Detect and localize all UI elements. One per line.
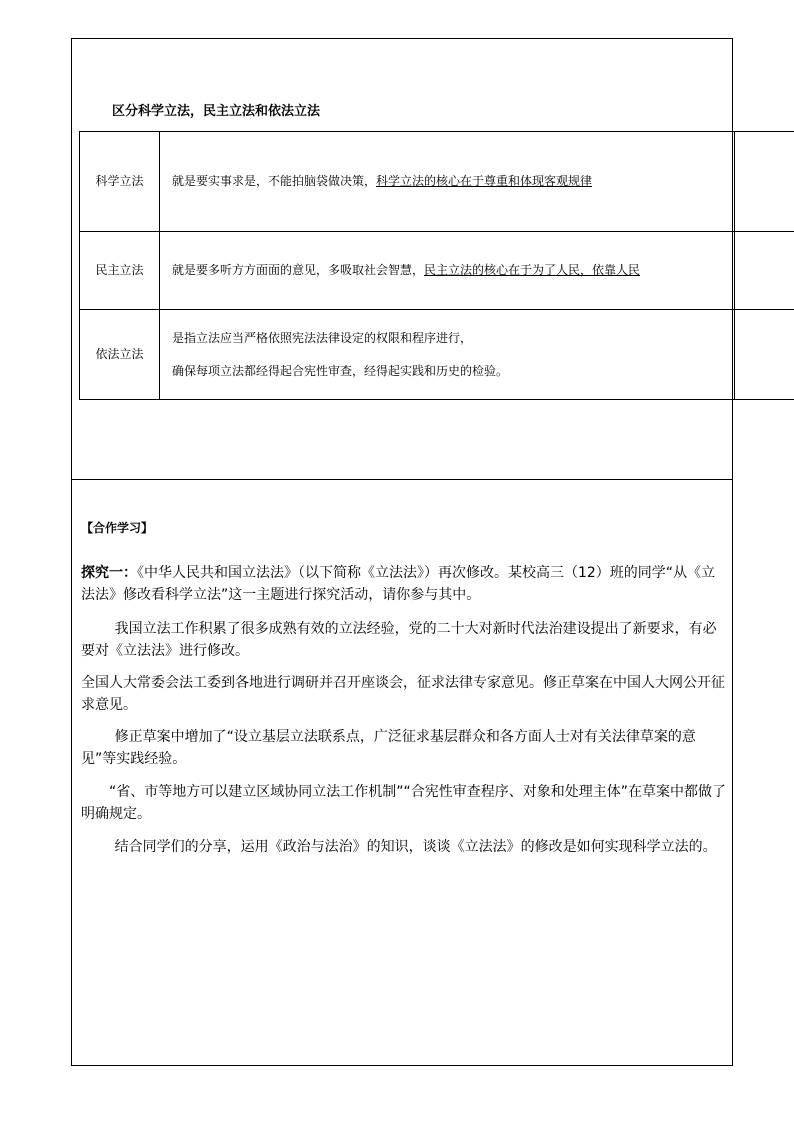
empty-cell	[734, 232, 794, 310]
row-text-line-1: 是指立法应当严格依照宪法法律设定的权限和程序进行，	[171, 330, 472, 345]
row-underlined-text: 民主立法的核心在于为了人民，依靠人民	[423, 263, 640, 277]
table-row	[80, 232, 794, 310]
row-underlined-text: 科学立法的核心在于尊重和体现客观规律	[375, 174, 592, 188]
row-text: 就是要多听方方面面的意见，多吸取社会智慧，	[171, 263, 424, 277]
row-content	[159, 132, 734, 232]
paragraph-4: “省、市等地方可以建立区域协同立法工作机制”“合宪性审查程序、对象和处理主体”在草案中都做了明确规定。	[81, 784, 727, 822]
cooperative-heading: 【合作学习】	[81, 521, 154, 535]
explore-paragraph	[81, 562, 727, 606]
row-label: 依法立法	[80, 310, 160, 400]
table-row	[80, 310, 794, 400]
empty-cell	[734, 310, 794, 400]
section-divider	[71, 479, 733, 480]
row-label: 科学立法	[80, 132, 160, 232]
section-title: 区分科学立法，民主立法和依法立法	[112, 104, 321, 119]
explore-label: 探究一：	[81, 565, 137, 581]
comparison-table	[79, 131, 794, 400]
paragraph-2: 全国人大常委会法工委到各地进行调研并召开座谈会，征求法律专家意见。修正草案在中国人大网公开征求意见。	[81, 675, 725, 713]
row-content	[159, 310, 734, 400]
row-content	[159, 232, 734, 310]
paragraph-1: 我国立法工作积累了很多成熟有效的立法经验，党的二十大对新时代法治建设提出了新要求，有必要对《立法法》进行修改。	[81, 621, 717, 659]
row-text: 就是要实事求是，不能拍脑袋做决策，	[171, 174, 376, 188]
paragraph-3: 修正草案中增加了“设立基层立法联系点，广泛征求基层群众和各方面人士对有关法律草案的意见”等实践经验。	[81, 729, 696, 767]
empty-cell	[734, 132, 794, 232]
explore-text: 《中华人民共和国立法法》（以下简称《立法法》）再次修改。某校高三（12）班的同学“从《立法法》修改看科学立法”这一主题进行探究活动，请你参与其中。	[81, 565, 716, 603]
row-text-line-2: 确保每项立法都经得起合宪性审查，经得起实践和历史的检验。	[171, 363, 508, 378]
table-row	[80, 132, 794, 232]
row-label: 民主立法	[80, 232, 160, 310]
paragraph-5: 结合同学们的分享，运用《政治与法治》的知识，谈谈《立法法》的修改是如何实现科学立法的。	[114, 839, 717, 855]
